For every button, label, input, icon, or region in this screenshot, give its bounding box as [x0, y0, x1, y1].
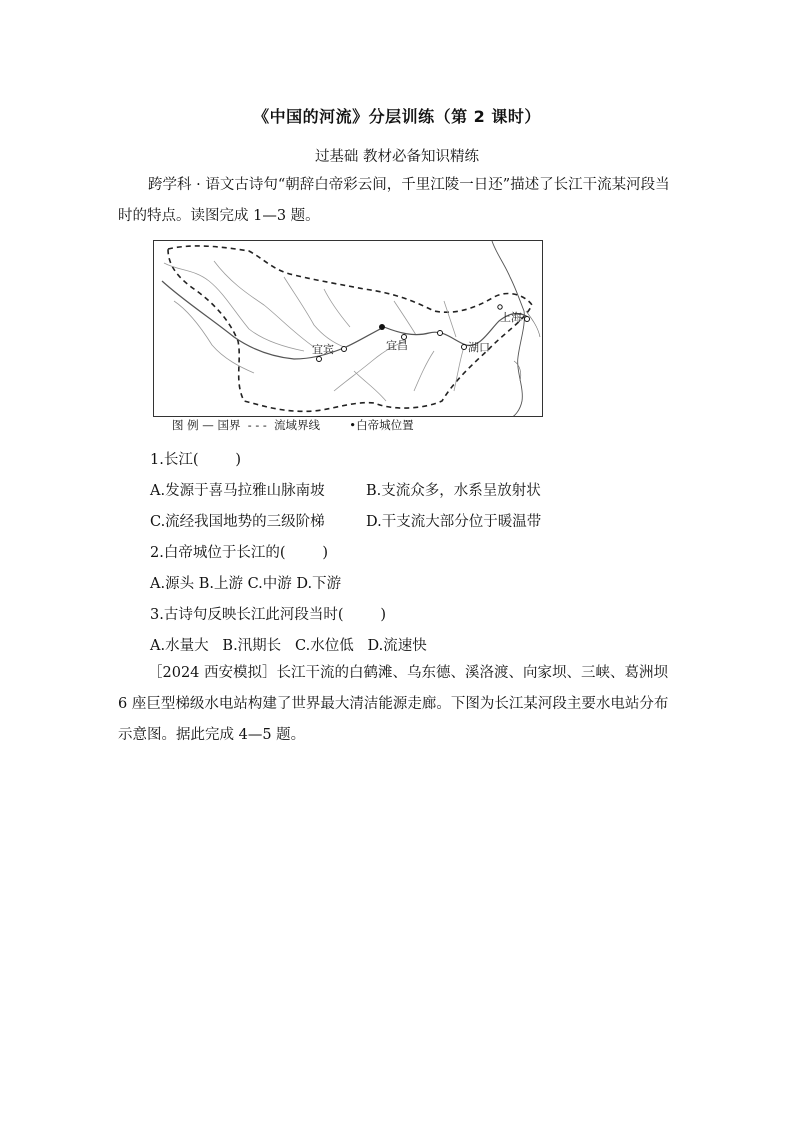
- q3-option-b[interactable]: B.汛期长: [222, 638, 282, 654]
- label-hukou: 湖口: [468, 341, 490, 354]
- legend-baidi: 白帝城位置: [356, 418, 414, 432]
- question-1-options-row-2: [150, 510, 541, 531]
- coastline: [492, 241, 524, 417]
- legend-prefix: 图 例: [172, 418, 199, 432]
- label-yichang: 宜昌: [386, 339, 408, 352]
- yangtze-basin-map: [153, 240, 543, 417]
- q3-option-d[interactable]: D.流速快: [367, 638, 427, 654]
- q2-option-a[interactable]: A.源头: [150, 576, 195, 592]
- city-dot: [438, 331, 443, 336]
- q2-option-c[interactable]: C.中游: [247, 576, 292, 592]
- baidi-dot-icon: •: [320, 418, 357, 432]
- map-legend: [172, 417, 414, 433]
- legend-border: 国界: [217, 418, 241, 432]
- shanghai-dot: [525, 317, 530, 322]
- question-2-stem: 2.白帝城位于长江的( ): [150, 545, 329, 561]
- q1-option-d[interactable]: D.干支流大部分位于暖温带: [366, 514, 542, 530]
- q1-option-a[interactable]: A.发源于喜马拉雅山脉南坡: [150, 483, 325, 499]
- page-title: 《中国的河流》分层训练（第 2 课时）: [253, 107, 541, 126]
- yibin-dot-2: [342, 347, 347, 352]
- basin-line-icon: - - -: [240, 418, 275, 432]
- question-3-options: [150, 634, 427, 655]
- label-shanghai: 上海: [500, 311, 522, 324]
- q3-option-a[interactable]: A.水量大: [150, 638, 209, 654]
- border-line-icon: —: [198, 418, 218, 432]
- q2-option-b[interactable]: B.上游: [198, 576, 243, 592]
- yibin-dot: [317, 357, 322, 362]
- nanjing-dot: [498, 305, 502, 309]
- question-2-options: [150, 572, 341, 593]
- q3-option-c[interactable]: C.水位低: [295, 638, 354, 654]
- question-3-stem: 3.古诗句反映长江此河段当时( ): [150, 607, 387, 623]
- intro-paragraph-2: ［2024 西安模拟］长江干流的白鹤滩、乌东德、溪洛渡、向家坝、三峡、葛洲坝 6 座巨型梯级水电站构建了世界最大清洁能源走廊。下图为长江某河段主要水电站分布示意图。据此完成 4—5 题。: [118, 665, 669, 743]
- label-yibin: 宜宾: [312, 343, 334, 356]
- hukou-dot: [462, 345, 467, 350]
- question-1-stem: 1.长江( ): [150, 452, 242, 468]
- intro-paragraph-1: 跨学科 · 语文古诗句“朝辞白帝彩云间，千里江陵一日还”描述了长江干流某河段当时的特点。读图完成 1—3 题。: [118, 177, 670, 224]
- baidi-city-dot: [379, 324, 385, 330]
- legend-basin: 流域界线: [274, 418, 321, 432]
- section-subtitle: 过基础 教材必备知识精练: [314, 149, 480, 165]
- question-1-options-row-1: [150, 479, 541, 500]
- q2-option-d[interactable]: D.下游: [296, 576, 342, 592]
- q1-option-c[interactable]: C.流经我国地势的三级阶梯: [150, 514, 325, 530]
- q1-option-b[interactable]: B.支流众多，水系呈放射状: [366, 483, 541, 499]
- tributaries: [164, 261, 464, 401]
